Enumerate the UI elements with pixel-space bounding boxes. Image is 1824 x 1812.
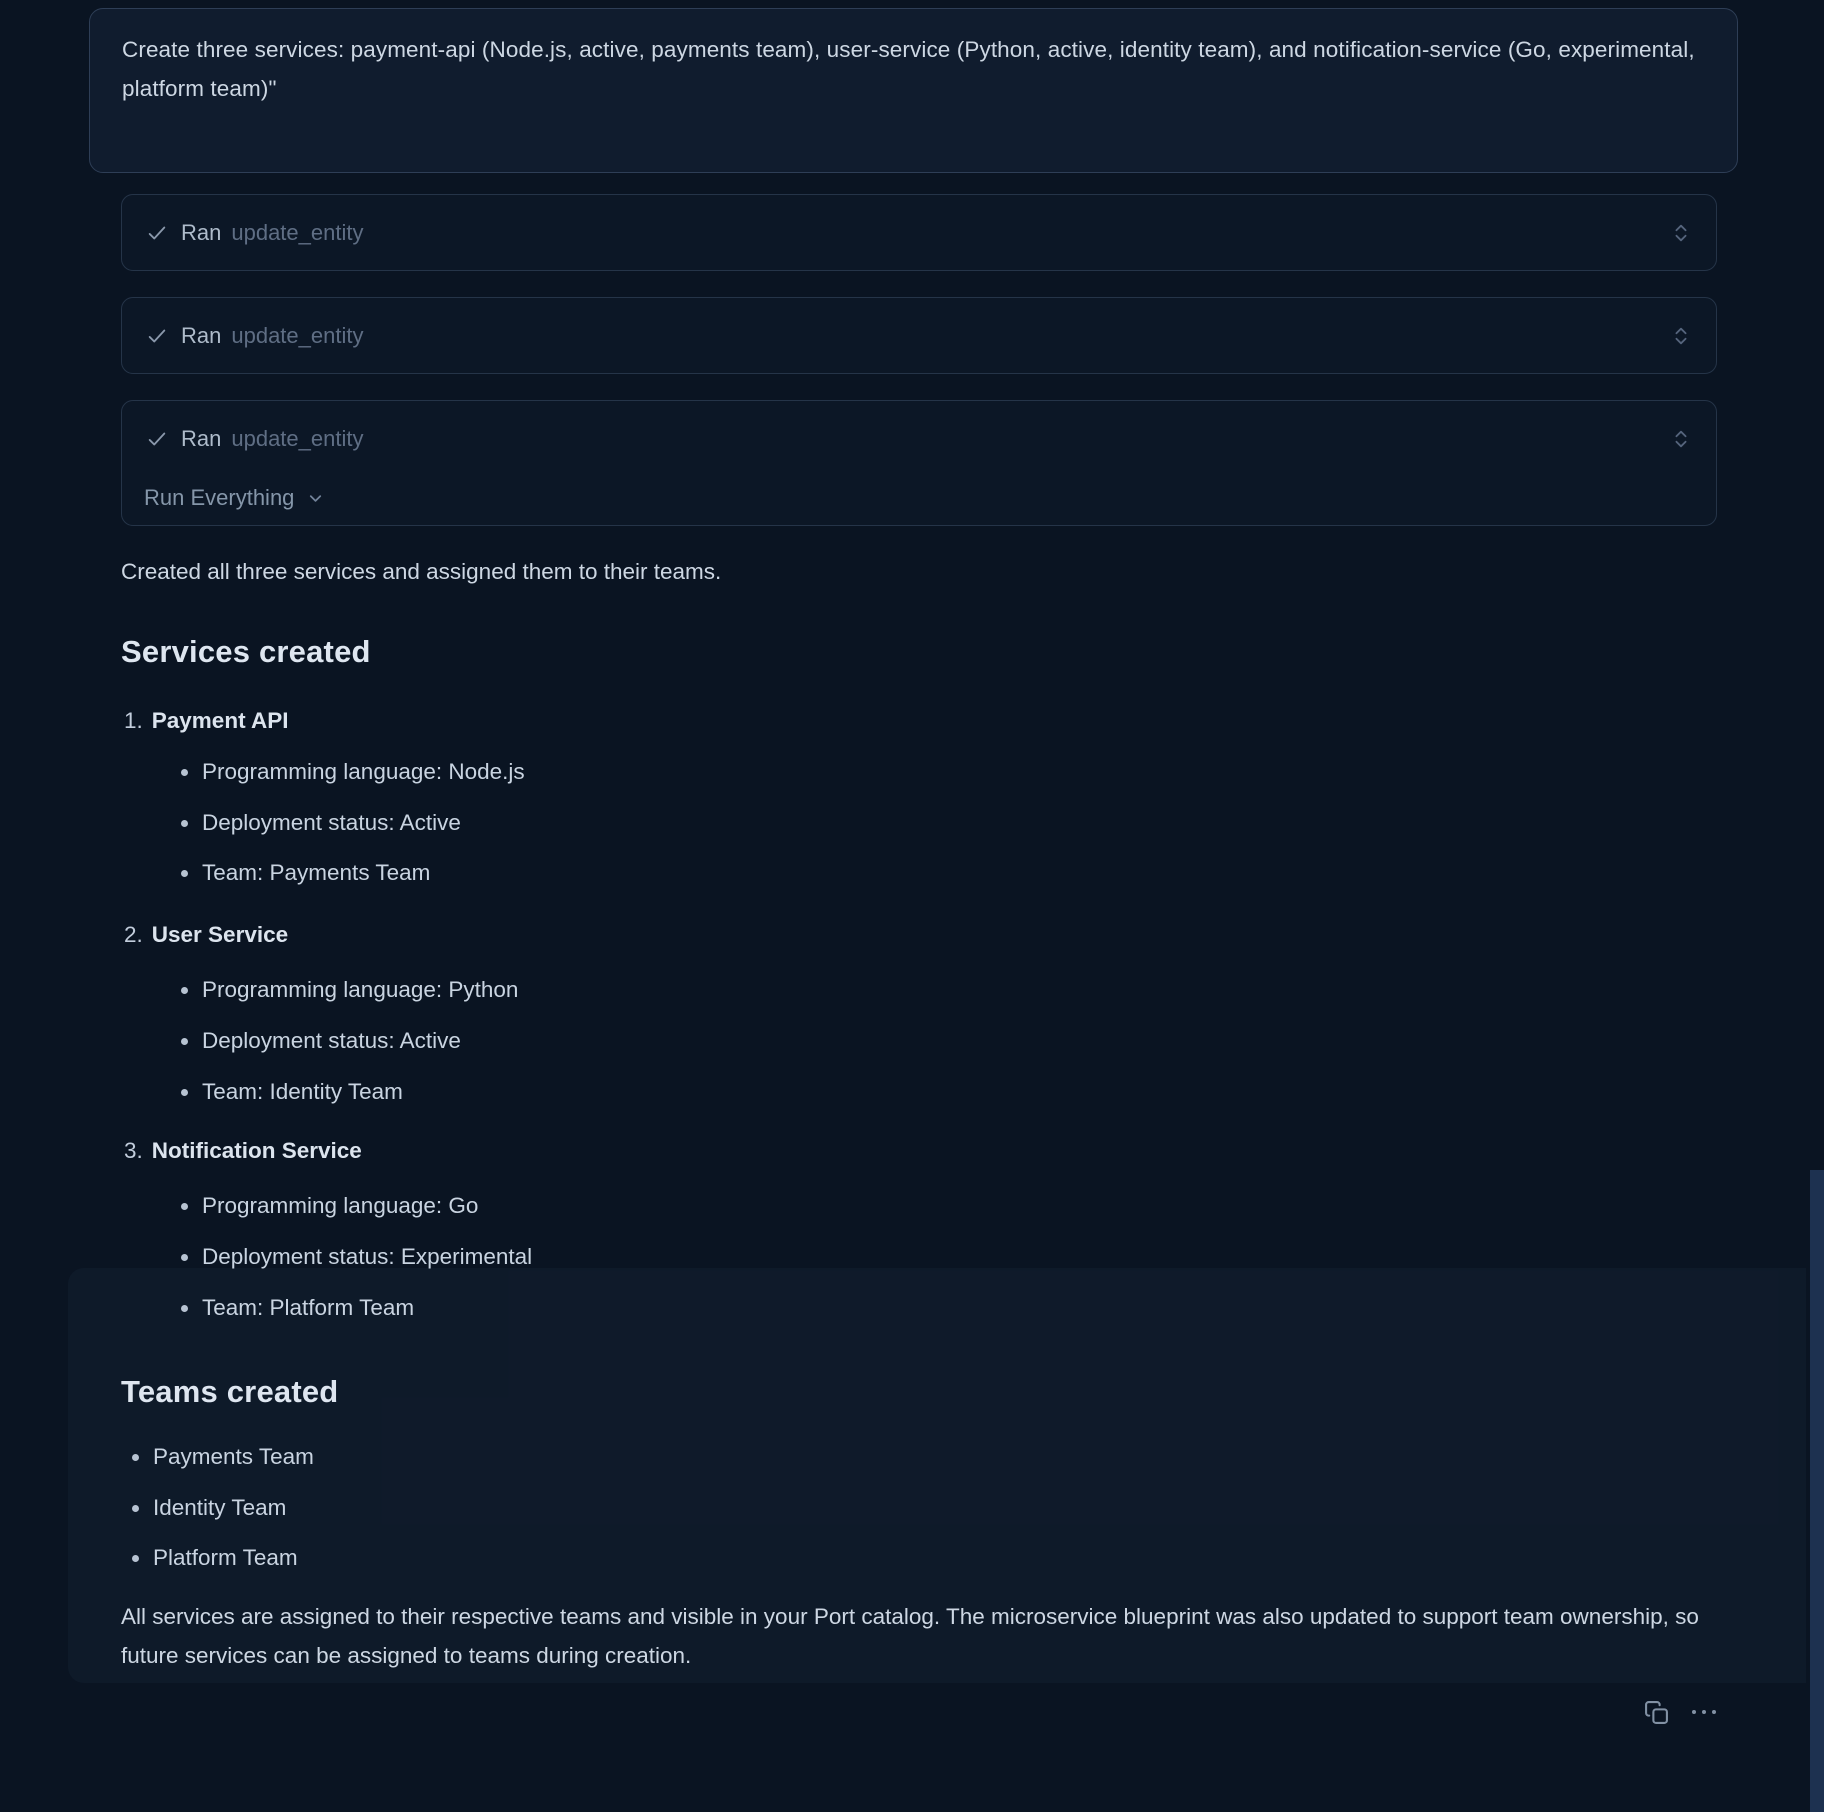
service-number: 1. (124, 708, 143, 733)
service-item-heading (124, 919, 288, 951)
tool-call-card-2 (121, 297, 1717, 374)
tool-status-label: Ran (181, 219, 222, 245)
service-number: 3. (124, 1138, 143, 1163)
expand-collapse-icon[interactable] (1670, 427, 1692, 451)
tool-name-label: update_entity (231, 219, 364, 245)
service-bullet: Deployment status: Active (202, 807, 461, 839)
assistant-outro-text: All services are assigned to their respective teams and visible in your Port catalog. The microservice blueprint was also updated to support team ownership, so future services can be assigned to teams during creation. (121, 1604, 1699, 1668)
more-options-button[interactable] (1683, 1693, 1725, 1731)
tool-call-card-1 (121, 194, 1717, 271)
expand-collapse-icon[interactable] (1670, 221, 1692, 245)
service-item-heading (124, 1135, 362, 1167)
user-message-text: Create three services: payment-api (Node.js, active, payments team), user-service (Python, active, identity team), and notification-service (Go, experimental, platform team)" (122, 37, 1695, 101)
run-everything-label: Run Everything (144, 485, 295, 510)
tool-call-card-3 (121, 400, 1717, 526)
tool-name-label: update_entity (231, 322, 364, 348)
service-name: Payment API (151, 708, 289, 733)
tool-status-label: Ran (181, 322, 222, 348)
team-bullet: Identity Team (153, 1492, 286, 1524)
service-bullet: Team: Identity Team (202, 1076, 403, 1108)
chevron-down-icon (306, 489, 325, 508)
tool-call-header-3[interactable] (122, 401, 1716, 476)
service-bullet: Deployment status: Active (202, 1025, 461, 1057)
service-name: Notification Service (151, 1138, 362, 1163)
tool-call-header-1[interactable] (122, 195, 1716, 270)
check-icon (146, 428, 168, 450)
tool-status-label: Ran (181, 425, 222, 451)
ellipsis-icon (1692, 1710, 1716, 1714)
scrollbar-thumb[interactable] (1810, 1170, 1824, 1812)
run-everything-dropdown[interactable] (144, 473, 325, 523)
expand-collapse-icon[interactable] (1670, 324, 1692, 348)
teams-created-heading: Teams created (121, 1374, 339, 1409)
service-bullet: Deployment status: Experimental (202, 1241, 532, 1273)
services-created-heading: Services created (121, 634, 371, 669)
service-bullet: Team: Payments Team (202, 857, 430, 889)
copy-icon (1644, 1700, 1669, 1725)
tool-name-label: update_entity (231, 425, 364, 451)
check-icon (146, 325, 168, 347)
service-name: User Service (151, 922, 289, 947)
team-bullet: Platform Team (153, 1542, 298, 1574)
copy-button[interactable] (1637, 1693, 1675, 1731)
user-message-bubble (89, 8, 1738, 173)
assistant-intro-text: Created all three services and assigned them to their teams. (121, 559, 722, 584)
team-bullet: Payments Team (153, 1441, 314, 1473)
service-bullet: Programming language: Node.js (202, 756, 525, 788)
service-number: 2. (124, 922, 143, 947)
service-bullet: Programming language: Go (202, 1190, 478, 1222)
service-bullet: Programming language: Python (202, 974, 518, 1006)
check-icon (146, 222, 168, 244)
service-item-heading (124, 705, 288, 737)
tool-call-header-2[interactable] (122, 298, 1716, 373)
service-bullet: Team: Platform Team (202, 1292, 414, 1324)
